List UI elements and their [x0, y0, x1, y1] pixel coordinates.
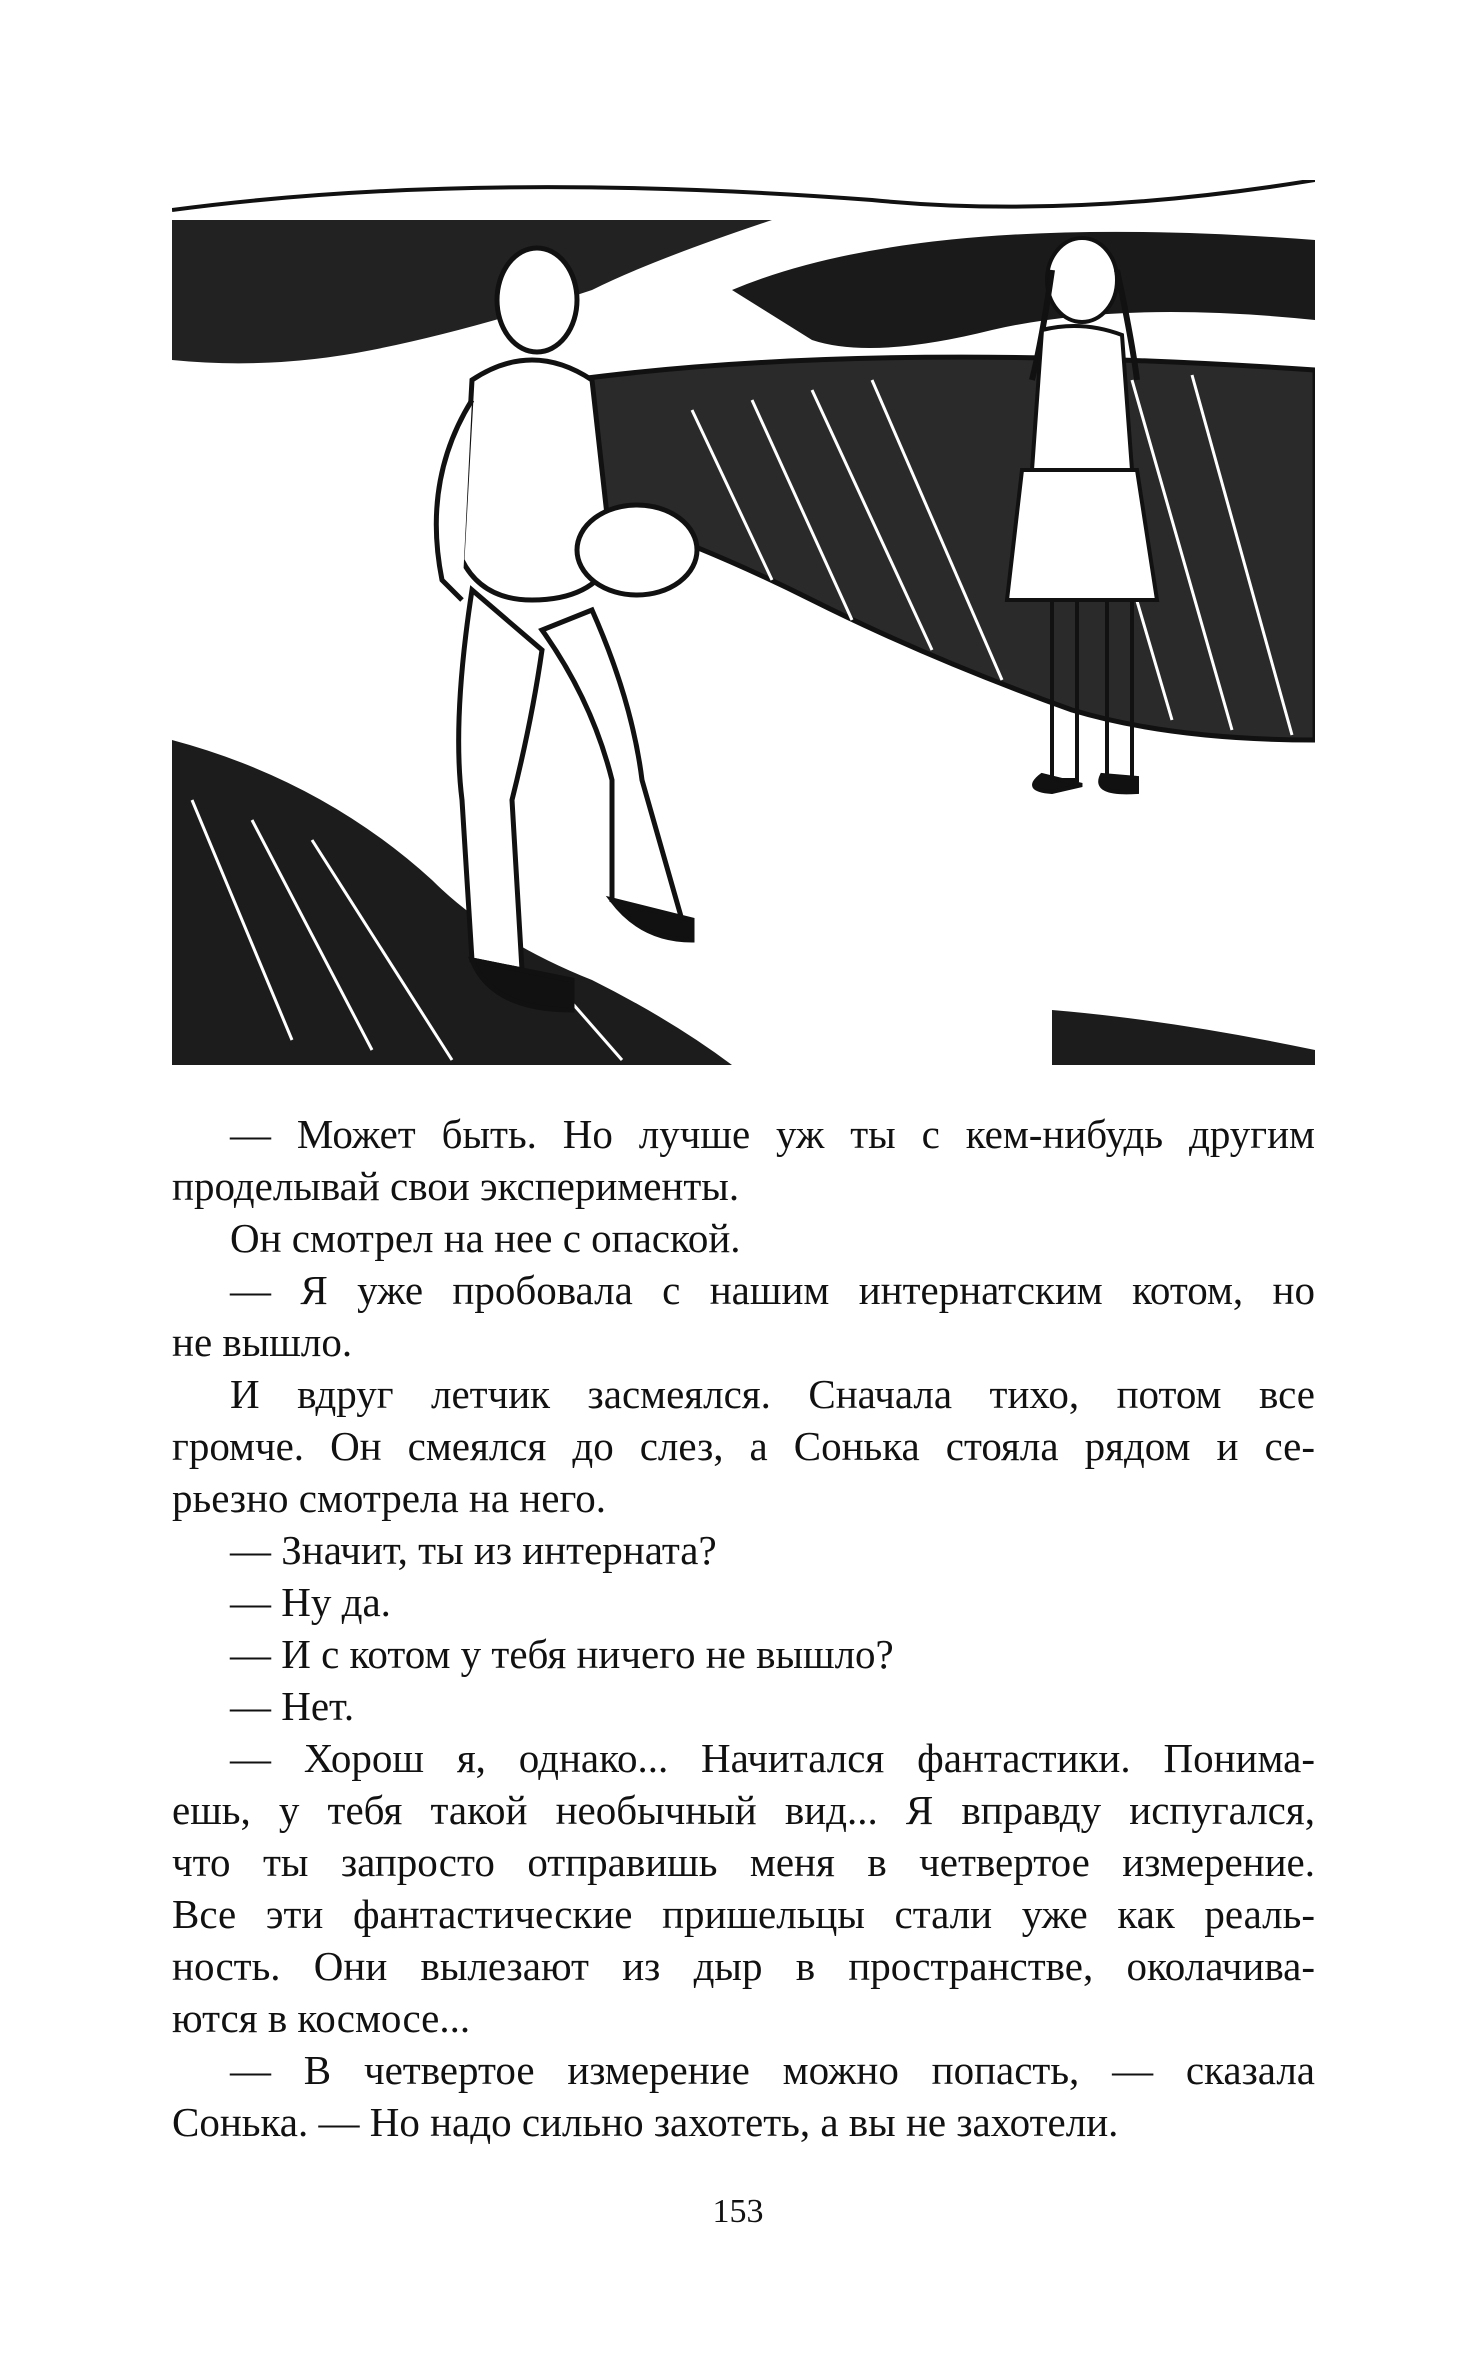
- text-line: Он смотрел на нее с опаской.: [230, 1215, 741, 1261]
- text-line: ность. Они вылезают из дыр в пространстве, околачива-: [172, 1943, 1315, 1989]
- text-line: рьезно смотрела на него.: [172, 1475, 606, 1521]
- pilot-figure: [436, 248, 697, 1010]
- text-line: что ты запросто отправишь меня в четвертое измерение.: [172, 1839, 1315, 1885]
- text-line: — Я уже пробовала с нашим интернатским котом, но: [230, 1267, 1315, 1313]
- text-line: — Может быть. Но лучше уж ты с кем-нибудь другим: [230, 1111, 1315, 1157]
- text-line: ешь, у тебя такой необычный вид... Я вправду испугался,: [172, 1787, 1315, 1833]
- page-number: 153: [712, 2193, 764, 2230]
- dark-hill: [732, 232, 1315, 348]
- text-line: — Значит, ты из интерната?: [230, 1527, 717, 1573]
- text-line: — Хорош я, однако... Начитался фантастики. Понима-: [230, 1735, 1315, 1781]
- text-line: — И с котом у тебя ничего не вышло?: [230, 1631, 894, 1677]
- text-line: ются в космосе...: [172, 1995, 471, 2041]
- text-line: проделывай свои эксперименты.: [172, 1163, 740, 1209]
- sky-hatching: [172, 220, 772, 363]
- text-line: И вдруг летчик засмеялся. Сначала тихо, потом все: [230, 1371, 1315, 1417]
- pilot-and-girl-illustration: [172, 180, 1315, 1065]
- text-line: Сонька. — Но надо сильно захотеть, а вы не захотели.: [172, 2099, 1119, 2145]
- text-line: не вышло.: [172, 1319, 353, 1365]
- text-line: — Ну да.: [230, 1579, 391, 1625]
- text-line: — В четвертое измерение можно попасть, — сказала: [230, 2047, 1315, 2093]
- text-line: Все эти фантастические пришельцы стали уже как реаль-: [172, 1891, 1315, 1937]
- hill-line: [172, 180, 1315, 210]
- ground-strokes-right: [1052, 1010, 1315, 1065]
- story-text: [172, 1108, 1315, 2148]
- text-line: — Нет.: [230, 1683, 355, 1729]
- text-line: громче. Он смеялся до слез, а Сонька стояла рядом и се-: [172, 1423, 1315, 1469]
